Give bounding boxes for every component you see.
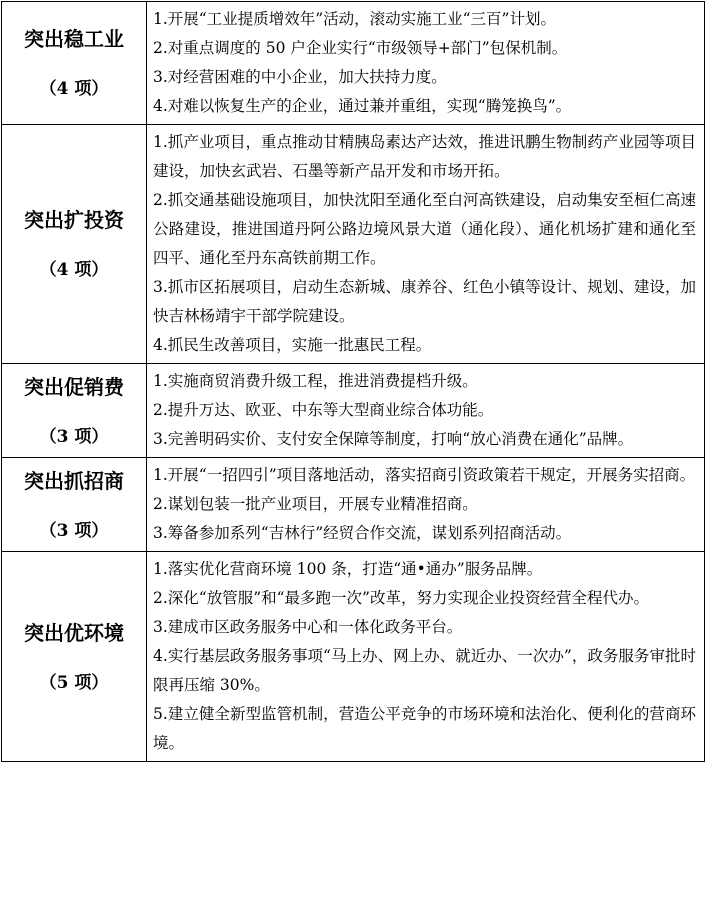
items-cell bbox=[147, 364, 705, 458]
category-name: 突出扩投资 bbox=[24, 208, 124, 232]
category-count: （4 项） bbox=[39, 79, 109, 99]
list-item: 4.对难以恢复生产的企业，通过兼并重组，实现“腾笼换鸟”。 bbox=[153, 97, 572, 115]
table-row-investment bbox=[2, 125, 705, 364]
category-cell bbox=[2, 2, 147, 125]
items-cell bbox=[147, 552, 705, 762]
category-cell bbox=[2, 552, 147, 762]
list-item: 1.开展“一招四引”项目落地活动，落实招商引资政策若干规定，开展务实招商。 bbox=[153, 466, 696, 484]
table-row-industry bbox=[2, 2, 705, 125]
category-count: （5 项） bbox=[39, 672, 109, 693]
category-count: （4 项） bbox=[39, 260, 109, 280]
list-item: 1.实施商贸消费升级工程，推进消费提档升级。 bbox=[153, 372, 478, 390]
list-item: 3.抓市区拓展项目，启动生态新城、康养谷、红色小镇等设计、规划、建设，加快吉林杨靖宇干部学院建设。 bbox=[153, 278, 696, 325]
table-row-environment bbox=[2, 552, 705, 762]
list-item: 2.对重点调度的 50 户企业实行“市级领导+部门”包保机制。 bbox=[153, 39, 568, 57]
list-item: 3.对经营困难的中小企业，加大扶持力度。 bbox=[153, 68, 447, 86]
category-name: 突出稳工业 bbox=[24, 27, 124, 51]
list-item: 3.筹备参加系列“吉林行”经贸合作交流，谋划系列招商活动。 bbox=[153, 524, 572, 542]
list-item: 2.谋划包装一批产业项目，开展专业精准招商。 bbox=[153, 495, 478, 513]
list-item: 5.建立健全新型监管机制，营造公平竞争的市场环境和法治化、便利化的营商环境。 bbox=[153, 705, 696, 752]
list-item: 1.开展“工业提质增效年”活动，滚动实施工业“三百”计划。 bbox=[153, 10, 556, 28]
list-item: 2.深化“放管服”和“最多跑一次”改革，努力实现企业投资经营全程代办。 bbox=[153, 589, 649, 607]
category-name: 突出优环境 bbox=[24, 620, 124, 645]
category-count: （3 项） bbox=[39, 520, 109, 541]
list-item: 4.实行基层政务服务事项“马上办、网上办、就近办、一次办”，政务服务审批时限再压缩 30%。 bbox=[153, 647, 696, 694]
measures-table bbox=[1, 1, 705, 762]
list-item: 2.抓交通基础设施项目，加快沈阳至通化至白河高铁建设，启动集安至桓仁高速公路建设，推进国道丹阿公路边境风景大道（通化段）、通化机场扩建和通化至四平、通化至丹东高铁前期工作。 bbox=[153, 191, 696, 267]
table-row-consumption bbox=[2, 364, 705, 458]
category-cell bbox=[2, 125, 147, 364]
table-row-investment-attraction bbox=[2, 458, 705, 552]
category-name: 突出促销费 bbox=[24, 374, 124, 399]
category-name: 突出抓招商 bbox=[24, 468, 124, 493]
category-count: （3 项） bbox=[39, 426, 109, 447]
category-cell bbox=[2, 364, 147, 458]
list-item: 3.建成市区政务服务中心和一体化政务平台。 bbox=[153, 618, 463, 636]
list-item: 1.落实优化营商环境 100 条，打造“通•通办”服务品牌。 bbox=[153, 560, 543, 578]
items-cell bbox=[147, 2, 705, 125]
list-item: 4.抓民生改善项目，实施一批惠民工程。 bbox=[153, 336, 432, 354]
list-item: 2.提升万达、欧亚、中东等大型商业综合体功能。 bbox=[153, 401, 494, 419]
items-cell bbox=[147, 458, 705, 552]
items-cell bbox=[147, 125, 705, 364]
list-item: 1.抓产业项目，重点推动甘精胰岛素达产达效，推进讯鹏生物制药产业园等项目建设，加快玄武岩、石墨等新产品开发和市场开拓。 bbox=[153, 133, 696, 180]
category-cell bbox=[2, 458, 147, 552]
list-item: 3.完善明码实价、支付安全保障等制度，打响“放心消费在通化”品牌。 bbox=[153, 430, 634, 448]
